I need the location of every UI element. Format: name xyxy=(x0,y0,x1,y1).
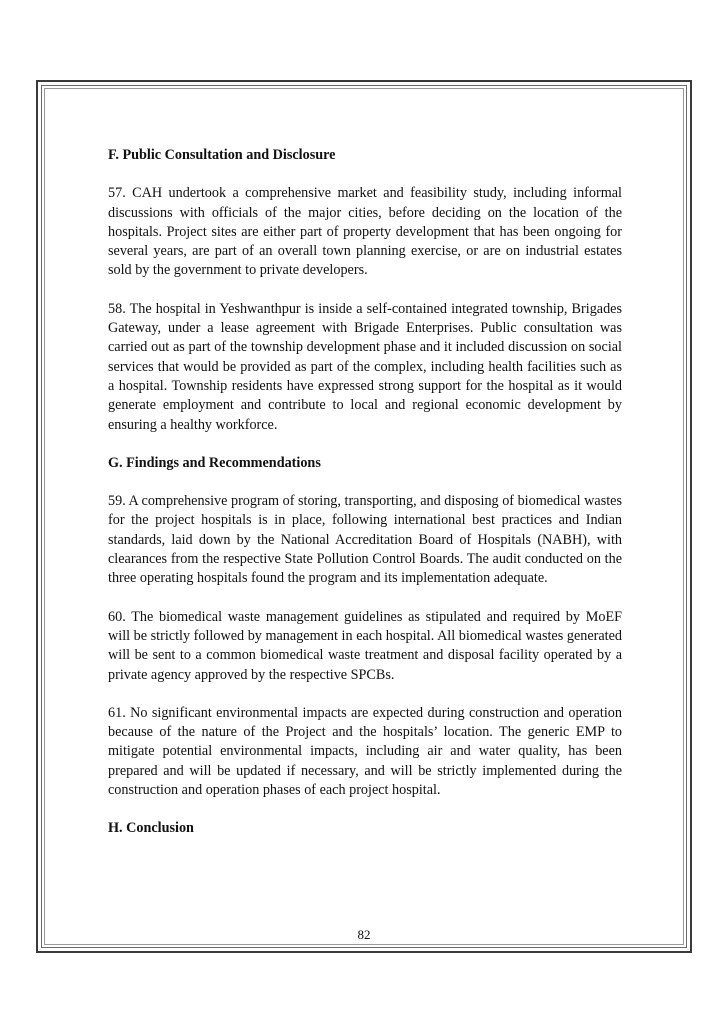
page-number: 82 xyxy=(357,927,371,942)
section-heading-h: H. Conclusion xyxy=(108,820,194,837)
paragraph-61: 61. No significant environmental impacts are expected during construction and operation because of the nature of the Project and the hospitals’ location. The generic EMP to mitigate potential environmental impacts, including air and water quality, has been prepared and will be updated if necessary, and will be strictly implemented during the construction and operation phases of each project hospital. xyxy=(108,704,622,799)
paragraph-58: 58. The hospital in Yeshwanthpur is inside a self-contained integrated township, Brigades Gateway, under a lease agreement with Brigade Enterprises. Public consultation was carried out as part of the township development phase and it included discussion on social services that would be provided as part of the complex, including health facilities such as a hospital. Township residents have expressed strong support for the hospital as it would generate employment and contribute to local and regional economic development by ensuring a healthy workforce. xyxy=(108,300,622,433)
paragraph-57: 57. CAH undertook a comprehensive market and feasibility study, including informal discussions with officials of the major cities, before deciding on the location of the hospitals. Project sites are either part of property development that has been ongoing for several years, are part of an overall town planning exercise, or are on industrial estates sold by the government to private developers. xyxy=(108,185,622,279)
section-heading-g: G. Findings and Recommendations xyxy=(108,454,321,471)
document-body xyxy=(108,146,622,858)
paragraph-60: 60. The biomedical waste management guidelines as stipulated and required by MoEF will be strictly followed by management in each hospital. All biomedical wastes generated will be sent to a common biomedical waste treatment and disposal facility operated by a private agency approved by the respective SPCBs. xyxy=(108,608,622,683)
paragraph-59: 59. A comprehensive program of storing, transporting, and disposing of biomedical wastes for the project hospitals is in place, following international best practices and Indian standards, laid down by the National Accreditation Board of Hospitals (NABH), with clearances from the respective State Pollution Control Boards. The audit conducted on the three operating hospitals found the program and its implementation adequate. xyxy=(108,493,622,587)
section-heading-f: F. Public Consultation and Disclosure xyxy=(108,147,336,163)
